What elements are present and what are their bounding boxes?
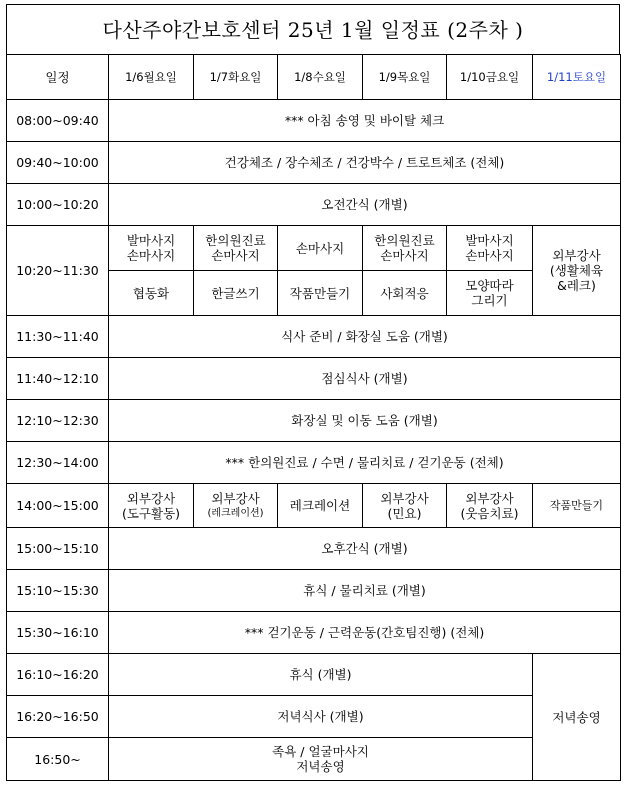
activity-line: 외부강사 — [465, 490, 514, 506]
time-cell: 14:00~15:00 — [7, 484, 109, 528]
activity-line: 외부강사 — [211, 490, 260, 506]
activity-cell: 건강체조 / 장수체조 / 건강박수 / 트로트체조 (전체) — [109, 142, 621, 184]
table-row — [7, 528, 621, 570]
time-cell: 16:50~ — [7, 738, 109, 781]
time-cell: 16:10~16:20 — [7, 654, 109, 696]
activity-cell-fri: 발마사지 손마사지 — [447, 226, 533, 271]
table-row — [7, 226, 621, 271]
table-row — [7, 100, 621, 142]
time-cell: 15:00~15:10 — [7, 528, 109, 570]
header-row — [7, 55, 621, 100]
activity-cell — [109, 738, 533, 781]
activity-cell: 저녁식사 (개별) — [109, 696, 533, 738]
table-row — [7, 442, 621, 484]
table-row — [7, 316, 621, 358]
table-row — [7, 570, 621, 612]
activity-cell-wed: 레크레이션 — [278, 484, 363, 528]
time-cell: 15:30~16:10 — [7, 612, 109, 654]
activity-cell-thu: 사회적응 — [363, 271, 447, 316]
activity-cell-fri: 모양따라 그리기 — [447, 271, 533, 316]
activity-cell: 오후간식 (개별) — [109, 528, 621, 570]
table-row — [7, 142, 621, 184]
activity-cell: *** 한의원진료 / 수면 / 물리치료 / 걷기운동 (전체) — [109, 442, 621, 484]
table-row — [7, 696, 621, 738]
activity-cell: 점심식사 (개별) — [109, 358, 621, 400]
schedule-column-header: 일정 — [7, 55, 109, 100]
time-cell: 11:30~11:40 — [7, 316, 109, 358]
day-header-thu: 1/9목요일 — [363, 55, 447, 100]
table-row — [7, 184, 621, 226]
activity-cell-wed: 작품만들기 — [278, 271, 363, 316]
day-header-sat: 1/11토요일 — [533, 55, 621, 100]
activity-line: 저녁송영 — [296, 759, 345, 774]
activity-cell-fri — [447, 484, 533, 528]
activity-cell-sat: 작품만들기 — [533, 484, 621, 528]
table-row — [7, 358, 621, 400]
activity-line: (민요) — [387, 505, 422, 521]
activity-cell-tue: 한의원진료 손마사지 — [194, 226, 278, 271]
day-header-tue: 1/7화요일 — [194, 55, 278, 100]
time-cell: 16:20~16:50 — [7, 696, 109, 738]
time-cell: 11:40~12:10 — [7, 358, 109, 400]
day-header-mon: 1/6월요일 — [109, 55, 194, 100]
activity-cell-mon: 협동화 — [109, 271, 194, 316]
activity-cell: 화장실 및 이동 도움 (개별) — [109, 400, 621, 442]
schedule-table — [6, 54, 621, 781]
activity-cell-sat: 외부강사 (생활체육 &레크) — [533, 226, 621, 316]
time-cell: 12:30~14:00 — [7, 442, 109, 484]
activity-cell: 휴식 / 물리치료 (개별) — [109, 570, 621, 612]
activity-cell-tue: 한글쓰기 — [194, 271, 278, 316]
activity-cell: *** 아침 송영 및 바이탈 체크 — [109, 100, 621, 142]
activity-line: (레크레이션) — [207, 507, 264, 519]
activity-cell: 식사 준비 / 화장실 도움 (개별) — [109, 316, 621, 358]
activity-cell: 휴식 (개별) — [109, 654, 533, 696]
activity-cell-thu: 한의원진료 손마사지 — [363, 226, 447, 271]
table-row — [7, 654, 621, 696]
time-cell: 10:20~11:30 — [7, 226, 109, 316]
time-cell: 08:00~09:40 — [7, 100, 109, 142]
time-cell: 15:10~15:30 — [7, 570, 109, 612]
activity-cell-tue — [194, 484, 278, 528]
activity-cell-sat: 저녁송영 — [533, 654, 621, 781]
schedule-page — [6, 4, 620, 781]
time-cell: 10:00~10:20 — [7, 184, 109, 226]
day-header-wed: 1/8수요일 — [278, 55, 363, 100]
activity-cell: 오전간식 (개별) — [109, 184, 621, 226]
activity-line: 외부강사 — [380, 490, 429, 506]
activity-line: (도구활동) — [121, 505, 181, 521]
table-row — [7, 738, 621, 781]
page-title: 다산주야간보호센터 25년 1월 일정표 (2주차 ) — [6, 4, 620, 54]
activity-line: 외부강사 — [126, 490, 176, 506]
time-cell: 12:10~12:30 — [7, 400, 109, 442]
activity-cell-mon — [109, 484, 194, 528]
day-header-fri: 1/10금요일 — [447, 55, 533, 100]
activity-cell-thu — [363, 484, 447, 528]
activity-cell-wed: 손마사지 — [278, 226, 363, 271]
table-row — [7, 612, 621, 654]
activity-line: (웃음치료) — [460, 505, 519, 521]
table-row — [7, 484, 621, 528]
activity-line: 족욕 / 얼굴마사지 — [272, 744, 369, 759]
activity-cell-mon: 발마사지 손마사지 — [109, 226, 194, 271]
activity-cell: *** 걷기운동 / 근력운동(간호팀진행) (전체) — [109, 612, 621, 654]
time-cell: 09:40~10:00 — [7, 142, 109, 184]
table-row — [7, 400, 621, 442]
